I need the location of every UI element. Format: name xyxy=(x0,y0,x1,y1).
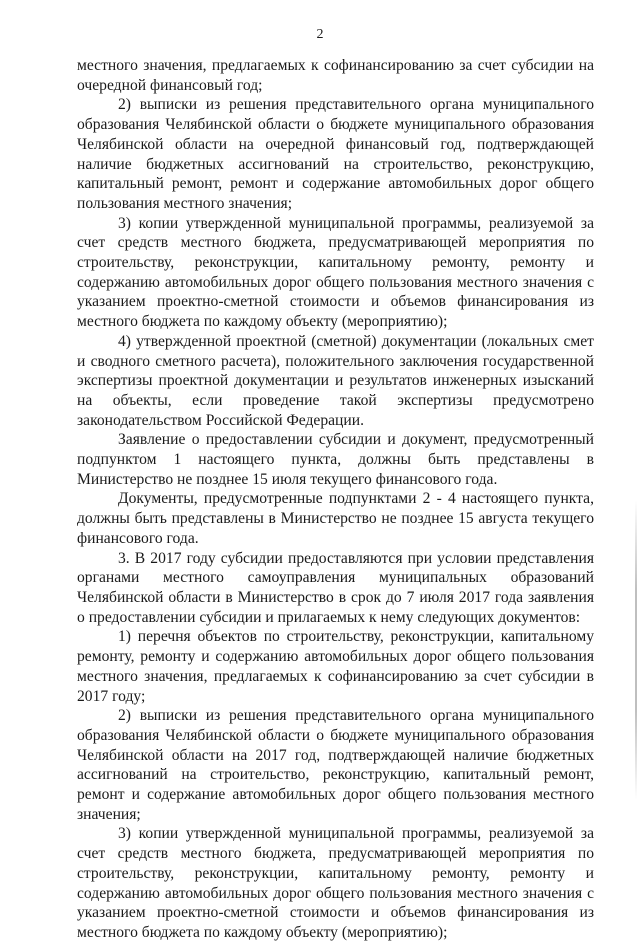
paragraph-clause-3-2017: 3. В 2017 году субсидии предоставляются при условии представления органами местного самоуправления муниципальных образований Челябинской области в Министерство в срок до 7 июля 2017 года заявления о предоставлении субсидии и прилагаемых к нему следующих документов: xyxy=(77,549,594,626)
paragraph-2017-item-1-object-list: 1) перечня объектов по строительству, реконструкции, капитальному ремонту, ремонту и содержанию автомобильных дорог общего пользования местного значения, предлагаемых к софинансированию за счет субсидии в 2017 году; xyxy=(77,628,594,705)
paragraph-2017-item-2-budget-extract: 2) выписки из решения представительного органа муниципального образования Челябинской области о бюджете муниципального образования Челябинской области на 2017 год, подтверждающей наличие бюджетных ассигнований на строительство, реконструкцию, капитальный ремонт, ремонт и содержание автомобильных дорог общего пользования местного значения; xyxy=(77,707,594,823)
scan-edge-shadow xyxy=(635,500,637,800)
document-body xyxy=(77,56,594,943)
paragraph-continuation: местного значения, предлагаемых к софинансированию за счет субсидии на очередной финансовый год; xyxy=(77,57,594,94)
paragraph-application-deadline: Заявление о предоставлении субсидии и документ, предусмотренный подпунктом 1 настоящего пункта, должны быть представлены в Министерство не позднее 15 июля текущего финансового года. xyxy=(77,431,594,488)
paragraph-item-2-budget-extract: 2) выписки из решения представительного органа муниципального образования Челябинской области о бюджете муниципального образования Челябинской области на очередной финансовый год, подтверждающей наличие бюджетных ассигнований на строительство, реконструкцию, капитальный ремонт, ремонт и содержание автомобильных дорог общего пользования местного значения; xyxy=(77,96,594,212)
paragraph-item-4-project-documentation: 4) утвержденной проектной (сметной) документации (локальных смет и сводного сметного расчета), положительного заключения государственной экспертизы проектной документации и результатов инженерных изысканий на объекты, если проведение такой экспертизы предусмотрено законодательством Российской Федерации. xyxy=(77,332,594,429)
paragraph-documents-deadline: Документы, предусмотренные подпунктами 2 - 4 настоящего пункта, должны быть представлены в Министерство не позднее 15 августа текущего финансового года. xyxy=(77,490,594,547)
paragraph-item-3-program-copy: 3) копии утвержденной муниципальной программы, реализуемой за счет средств местного бюджета, предусматривающей мероприятия по строительству, реконструкции, капитальному ремонту, ремонту и содержанию автомобильных дорог общего пользования местного значения с указанием проектно-сметной стоимости и объемов финансирования из местного бюджета по каждому объекту (мероприятию); xyxy=(77,214,594,331)
page-number: 2 xyxy=(316,27,324,42)
paragraph-2017-item-3-program-copy: 3) копии утвержденной муниципальной программы, реализуемой за счет средств местного бюджета, предусматривающей мероприятия по строительству, реконструкции, капитальному ремонту, ремонту и содержанию автомобильных дорог общего пользования местного значения с указанием проектно-сметной стоимости и объемов финансирования из местного бюджета по каждому объекту (мероприятию); xyxy=(77,825,594,941)
